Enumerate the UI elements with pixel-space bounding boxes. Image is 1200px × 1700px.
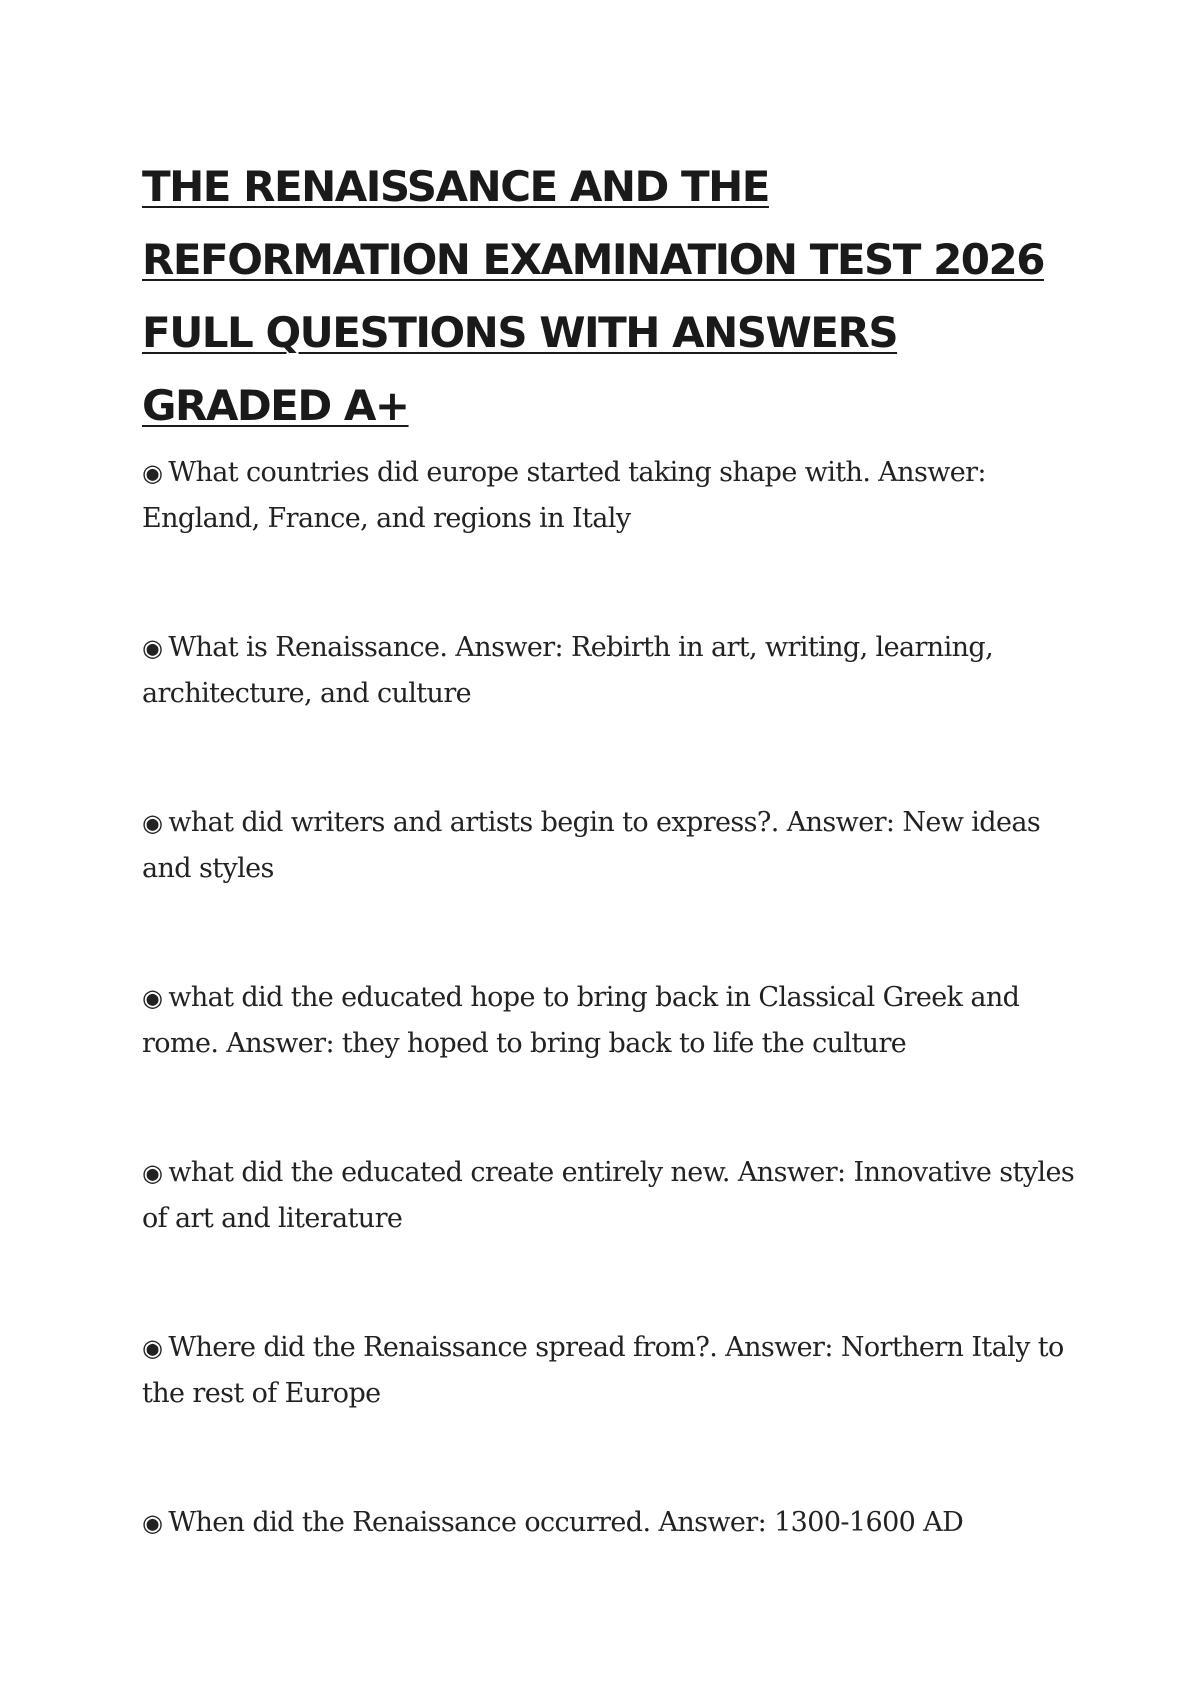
radio-bullet-icon: ◉ xyxy=(142,1159,163,1187)
list-item xyxy=(142,1150,1082,1325)
radio-bullet-icon: ◉ xyxy=(142,809,163,837)
question-answer-text: What is Renaissance. Answer: Rebirth in art, writing, learning, architecture, and culture xyxy=(142,632,994,709)
question-answer-text: what did the educated hope to bring back in Classical Greek and rome. Answer: they hoped to bring back to life the culture xyxy=(142,982,1020,1059)
radio-bullet-icon: ◉ xyxy=(142,1509,163,1537)
list-item xyxy=(142,450,1082,625)
radio-bullet-icon: ◉ xyxy=(142,634,163,662)
question-answer-text: what did writers and artists begin to express?. Answer: New ideas and styles xyxy=(142,807,1041,884)
question-answer-text: what did the educated create entirely new. Answer: Innovative styles of art and literature xyxy=(142,1157,1075,1234)
radio-bullet-icon: ◉ xyxy=(142,459,163,487)
list-item xyxy=(142,975,1082,1150)
radio-bullet-icon: ◉ xyxy=(142,1334,163,1362)
list-item xyxy=(142,1325,1082,1500)
question-answer-text: When did the Renaissance occurred. Answer: 1300-1600 AD xyxy=(168,1507,964,1538)
question-answer-text: Where did the Renaissance spread from?. Answer: Northern Italy to the rest of Europe xyxy=(142,1332,1064,1409)
radio-bullet-icon: ◉ xyxy=(142,984,163,1012)
list-item xyxy=(142,1500,1082,1675)
question-answer-list xyxy=(142,450,1082,1675)
list-item xyxy=(142,625,1082,800)
document-title: THE RENAISSANCE AND THE REFORMATION EXAMINATION TEST 2026 FULL QUESTIONS WITH ANSWERS GRADED A+ xyxy=(142,162,1044,430)
list-item xyxy=(142,800,1082,975)
question-answer-text: What countries did europe started taking shape with. Answer: England, France, and regions in Italy xyxy=(142,457,986,534)
